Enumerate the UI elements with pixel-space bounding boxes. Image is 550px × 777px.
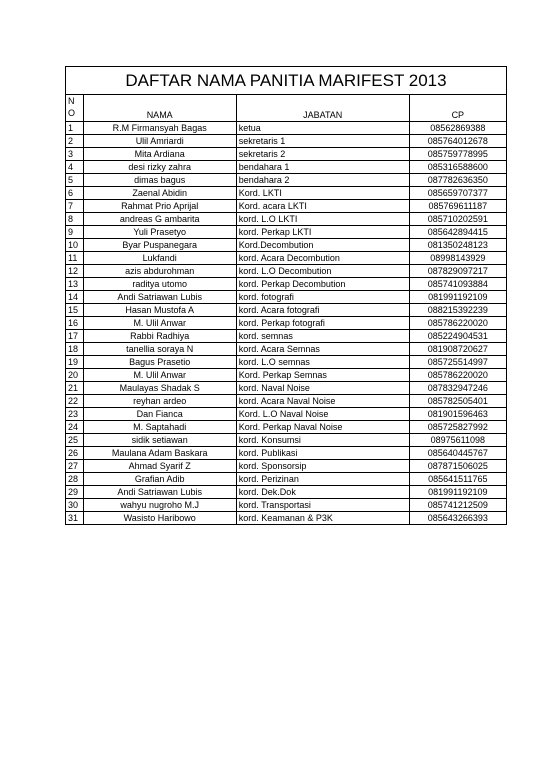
table-row: [66, 356, 507, 369]
table-row: [66, 161, 507, 174]
row-name: Zaenal Abidin: [83, 187, 236, 200]
row-number: 11: [66, 252, 84, 265]
row-number: 3: [66, 148, 84, 161]
row-phone: 085710202591: [409, 213, 506, 226]
row-position: kord. semnas: [236, 330, 409, 343]
row-phone: 081991192109: [409, 486, 506, 499]
row-phone: 081350248123: [409, 239, 506, 252]
table-row: [66, 317, 507, 330]
row-position: Kord. L.O Naval Noise: [236, 408, 409, 421]
row-phone: 088215392239: [409, 304, 506, 317]
row-position: kord. Perkap fotografi: [236, 317, 409, 330]
row-name: Andi Satriawan Lubis: [83, 291, 236, 304]
table-row: [66, 421, 507, 434]
row-position: kord. Dek.Dok: [236, 486, 409, 499]
row-phone: 08975611098: [409, 434, 506, 447]
table-row: [66, 460, 507, 473]
row-number: 17: [66, 330, 84, 343]
table-row: [66, 395, 507, 408]
row-position: kord. Sponsorsip: [236, 460, 409, 473]
row-number: 31: [66, 512, 84, 525]
table-row: [66, 187, 507, 200]
row-position: kord. L.O semnas: [236, 356, 409, 369]
row-name: Wasisto Haribowo: [83, 512, 236, 525]
row-name: wahyu nugroho M.J: [83, 499, 236, 512]
row-position: kord. Perkap Decombution: [236, 278, 409, 291]
row-position: Kord.Decombution: [236, 239, 409, 252]
table-row: [66, 200, 507, 213]
row-name: Bagus Prasetio: [83, 356, 236, 369]
row-phone: 085786220020: [409, 369, 506, 382]
row-phone: 085641511765: [409, 473, 506, 486]
row-number: 26: [66, 447, 84, 460]
table-row: [66, 122, 507, 135]
row-number: 14: [66, 291, 84, 304]
row-number: 27: [66, 460, 84, 473]
table-row: [66, 213, 507, 226]
row-position: kord. Konsumsi: [236, 434, 409, 447]
row-position: sekretaris 1: [236, 135, 409, 148]
table-row: [66, 512, 507, 525]
table-row: [66, 434, 507, 447]
row-phone: 085786220020: [409, 317, 506, 330]
row-name: Mita Ardiana: [83, 148, 236, 161]
row-name: M. Ulil Anwar: [83, 317, 236, 330]
row-phone: 081991192109: [409, 291, 506, 304]
row-number: 13: [66, 278, 84, 291]
row-phone: 087782636350: [409, 174, 506, 187]
row-number: 30: [66, 499, 84, 512]
table-row: [66, 278, 507, 291]
row-number: 5: [66, 174, 84, 187]
row-phone: 08998143929: [409, 252, 506, 265]
table-row: [66, 174, 507, 187]
row-number: 6: [66, 187, 84, 200]
table-row: [66, 135, 507, 148]
title-row: [66, 67, 507, 95]
row-name: azis abdurohman: [83, 265, 236, 278]
row-position: kord. Perkap LKTI: [236, 226, 409, 239]
row-number: 28: [66, 473, 84, 486]
row-phone: 085659707377: [409, 187, 506, 200]
row-phone: 087871506025: [409, 460, 506, 473]
committee-table: [65, 66, 507, 525]
row-position: kord. fotografi: [236, 291, 409, 304]
row-name: raditya utomo: [83, 278, 236, 291]
row-number: 12: [66, 265, 84, 278]
table-row: [66, 226, 507, 239]
header-no: [66, 95, 84, 122]
row-number: 25: [66, 434, 84, 447]
row-number: 21: [66, 382, 84, 395]
row-name: Dan Fianca: [83, 408, 236, 421]
row-name: Rahmat Prio Aprijal: [83, 200, 236, 213]
row-phone: 087829097217: [409, 265, 506, 278]
row-phone: 085741093884: [409, 278, 506, 291]
row-number: 23: [66, 408, 84, 421]
table-row: [66, 486, 507, 499]
header-no-line1: N: [68, 96, 75, 106]
row-phone: 085725827992: [409, 421, 506, 434]
row-name: Hasan Mustofa A: [83, 304, 236, 317]
row-number: 7: [66, 200, 84, 213]
row-position: kord. Acara Naval Noise: [236, 395, 409, 408]
row-phone: 085643266393: [409, 512, 506, 525]
table-row: [66, 447, 507, 460]
row-name: sidik setiawan: [83, 434, 236, 447]
row-phone: 085764012678: [409, 135, 506, 148]
row-phone: 085642894415: [409, 226, 506, 239]
table-row: [66, 304, 507, 317]
row-position: kord. Keamanan & P3K: [236, 512, 409, 525]
row-number: 8: [66, 213, 84, 226]
row-name: Grafian Adib: [83, 473, 236, 486]
header-no-line2: O: [68, 108, 76, 118]
row-number: 1: [66, 122, 84, 135]
row-name: Andi Satriawan Lubis: [83, 486, 236, 499]
table-row: [66, 499, 507, 512]
row-position: bendahara 2: [236, 174, 409, 187]
row-name: Ulil Amriardi: [83, 135, 236, 148]
row-number: 10: [66, 239, 84, 252]
table-row: [66, 382, 507, 395]
row-position: Kord. Perkap Semnas: [236, 369, 409, 382]
table-row: [66, 408, 507, 421]
row-position: kord. Perizinan: [236, 473, 409, 486]
row-position: kord. Acara Decombution: [236, 252, 409, 265]
table-row: [66, 252, 507, 265]
row-name: R.M Firmansyah Bagas: [83, 122, 236, 135]
row-phone: 085725514997: [409, 356, 506, 369]
header-name: NAMA: [83, 95, 236, 122]
row-number: 29: [66, 486, 84, 499]
row-number: 16: [66, 317, 84, 330]
row-name: desi rizky zahra: [83, 161, 236, 174]
row-phone: 085224904531: [409, 330, 506, 343]
row-position: Kord. LKTI: [236, 187, 409, 200]
row-phone: 08562869388: [409, 122, 506, 135]
row-name: Yuli Prasetyo: [83, 226, 236, 239]
row-number: 22: [66, 395, 84, 408]
row-position: bendahara 1: [236, 161, 409, 174]
row-name: Byar Puspanegara: [83, 239, 236, 252]
row-name: Ahmad Syarif Z: [83, 460, 236, 473]
table-row: [66, 265, 507, 278]
row-name: M. Ulil Anwar: [83, 369, 236, 382]
row-number: 2: [66, 135, 84, 148]
row-phone: 085640445767: [409, 447, 506, 460]
row-number: 15: [66, 304, 84, 317]
row-position: kord. Transportasi: [236, 499, 409, 512]
header-position: JABATAN: [236, 95, 409, 122]
row-name: dimas bagus: [83, 174, 236, 187]
header-row: [66, 95, 507, 122]
row-phone: 081901596463: [409, 408, 506, 421]
row-name: andreas G ambarita: [83, 213, 236, 226]
row-number: 24: [66, 421, 84, 434]
table-row: [66, 291, 507, 304]
row-phone: 085741212509: [409, 499, 506, 512]
table-row: [66, 473, 507, 486]
row-name: tanellia soraya N: [83, 343, 236, 356]
row-number: 4: [66, 161, 84, 174]
row-position: Kord. Perkap Naval Noise: [236, 421, 409, 434]
table-row: [66, 343, 507, 356]
row-phone: 085782505401: [409, 395, 506, 408]
row-position: Kord. acara LKTI: [236, 200, 409, 213]
row-position: kord. Publikasi: [236, 447, 409, 460]
row-number: 20: [66, 369, 84, 382]
row-position: kord. Acara Semnas: [236, 343, 409, 356]
row-name: Lukfandi: [83, 252, 236, 265]
row-phone: 081908720627: [409, 343, 506, 356]
row-position: kord. L.O Decombution: [236, 265, 409, 278]
row-name: reyhan ardeo: [83, 395, 236, 408]
row-name: Rabbi Radhiya: [83, 330, 236, 343]
table-row: [66, 148, 507, 161]
table-row: [66, 369, 507, 382]
row-phone: 087832947246: [409, 382, 506, 395]
row-position: sekretaris 2: [236, 148, 409, 161]
row-position: kord. Acara fotografi: [236, 304, 409, 317]
row-number: 19: [66, 356, 84, 369]
row-position: ketua: [236, 122, 409, 135]
row-position: kord. Naval Noise: [236, 382, 409, 395]
header-phone: CP: [409, 95, 506, 122]
document-sheet: [65, 66, 507, 525]
row-phone: 085769611187: [409, 200, 506, 213]
row-phone: 085316588600: [409, 161, 506, 174]
row-name: Maulana Adam Baskara: [83, 447, 236, 460]
row-position: kord. L.O LKTI: [236, 213, 409, 226]
table-row: [66, 330, 507, 343]
row-number: 9: [66, 226, 84, 239]
row-name: Maulayas Shadak S: [83, 382, 236, 395]
document-title: DAFTAR NAMA PANITIA MARIFEST 2013: [66, 67, 507, 95]
row-number: 18: [66, 343, 84, 356]
table-row: [66, 239, 507, 252]
row-name: M. Saptahadi: [83, 421, 236, 434]
row-phone: 085759778995: [409, 148, 506, 161]
